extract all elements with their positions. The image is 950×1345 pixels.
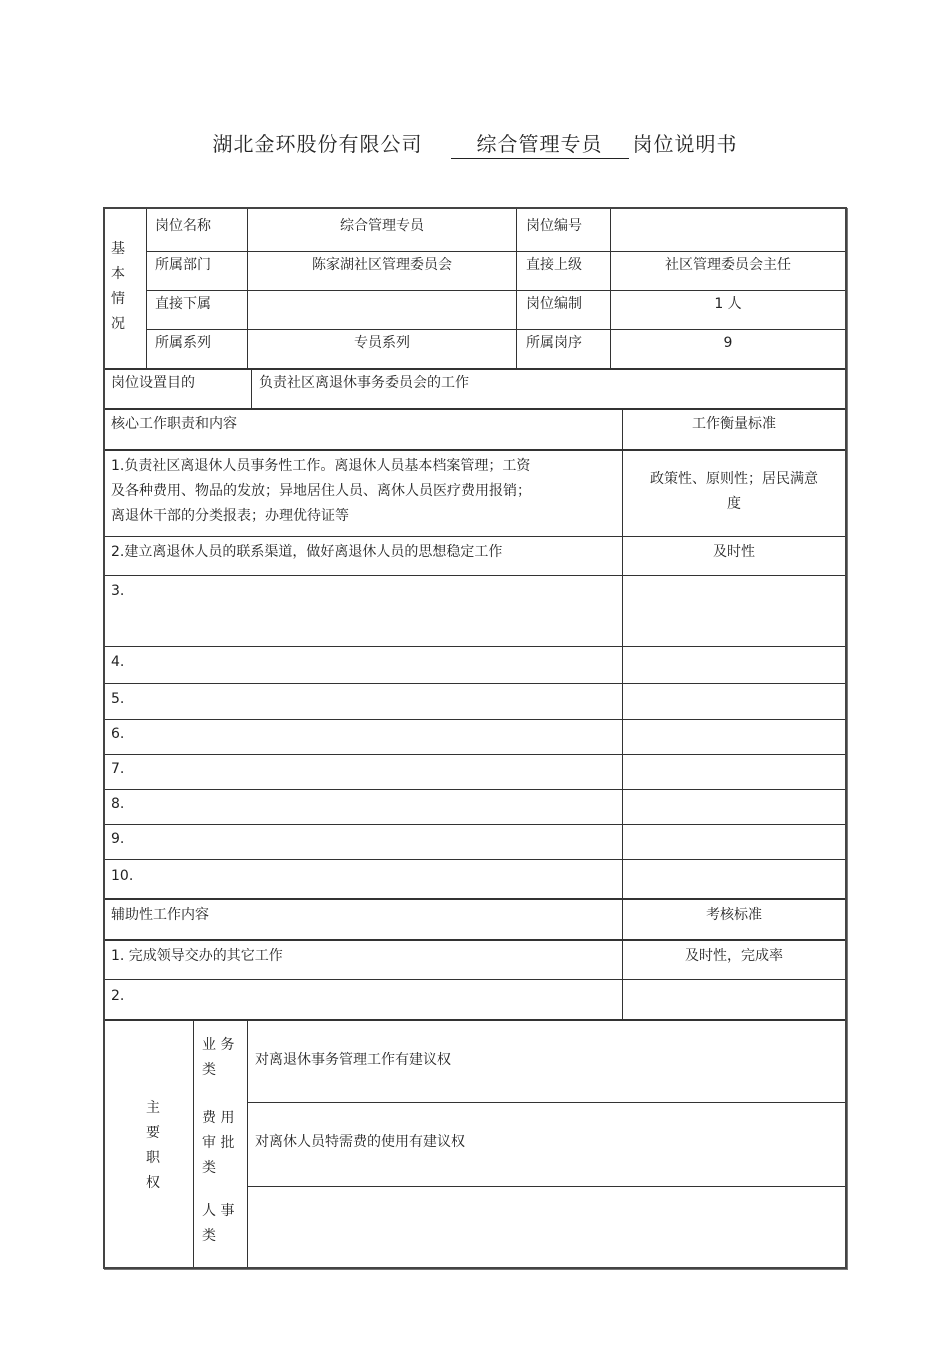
authority-category-expense: 费 用 审 批 类 — [202, 1110, 235, 1176]
value-direct-superior: 社区管理委员会主任 — [665, 257, 791, 273]
aux-item-2: 2. — [111, 988, 125, 1004]
basic-section-label: 基 本 情 况 — [111, 241, 125, 332]
document-title — [0, 128, 950, 159]
authority-text-business: 对离退休事务管理工作有建议权 — [255, 1052, 451, 1068]
label-position-name: 岗位名称 — [155, 218, 211, 234]
label-direct-subordinate: 直接下属 — [155, 296, 211, 312]
value-rank: 9 — [723, 335, 733, 351]
core-standard-2: 及时性 — [713, 544, 755, 560]
core-item-6: 6. — [111, 726, 125, 742]
core-item-1: 1.负责社区离退休人员事务性工作。离退休人员基本档案管理；工资 及各种费用、物品的发放；异地居住人员、离休人员医疗费用报销； 离退休干部的分类报表；办理优待证等 — [111, 458, 531, 524]
core-item-7: 7. — [111, 761, 125, 777]
aux-standard-1: 及时性，完成率 — [685, 948, 783, 964]
authority-section-label: 主 要 职 权 — [146, 1100, 160, 1191]
core-item-4: 4. — [111, 654, 125, 670]
aux-header-left: 辅助性工作内容 — [111, 907, 209, 923]
core-item-8: 8. — [111, 796, 125, 812]
company-name: 湖北金环股份有限公司 — [212, 132, 423, 156]
core-item-9: 9. — [111, 831, 125, 847]
purpose-label: 岗位设置目的 — [111, 375, 195, 391]
aux-header-right: 考核标准 — [706, 907, 762, 923]
aux-item-1: 1. 完成领导交办的其它工作 — [111, 948, 283, 964]
value-department: 陈家湖社区管理委员会 — [312, 257, 452, 273]
label-series: 所属系列 — [155, 335, 211, 351]
position-title: 综合管理专员 — [451, 128, 629, 159]
label-rank: 所属岗序 — [526, 335, 582, 351]
label-department: 所属部门 — [155, 257, 211, 273]
label-position-number: 岗位编号 — [526, 218, 582, 234]
value-headcount: 1 人 — [714, 296, 742, 312]
label-direct-superior: 直接上级 — [526, 257, 582, 273]
core-item-3: 3. — [111, 583, 125, 599]
core-item-10: 10. — [111, 868, 134, 884]
authority-text-expense: 对离休人员特需费的使用有建议权 — [255, 1134, 465, 1150]
purpose-value: 负责社区离退休事务委员会的工作 — [259, 375, 469, 391]
authority-category-personnel: 人 事 类 — [202, 1203, 235, 1244]
value-position-name: 综合管理专员 — [340, 218, 424, 234]
label-headcount: 岗位编制 — [526, 296, 582, 312]
value-series: 专员系列 — [354, 335, 410, 351]
core-standard-1: 政策性、原则性；居民满意 度 — [650, 471, 818, 512]
core-item-2: 2.建立离退休人员的联系渠道，做好离退休人员的思想稳定工作 — [111, 544, 503, 560]
doc-type: 岗位说明书 — [632, 132, 738, 156]
core-header-right: 工作衡量标准 — [692, 416, 776, 432]
authority-category-business: 业 务 类 — [202, 1037, 235, 1078]
core-item-5: 5. — [111, 691, 125, 707]
job-description-table — [103, 207, 847, 1269]
core-header-left: 核心工作职责和内容 — [111, 416, 237, 432]
